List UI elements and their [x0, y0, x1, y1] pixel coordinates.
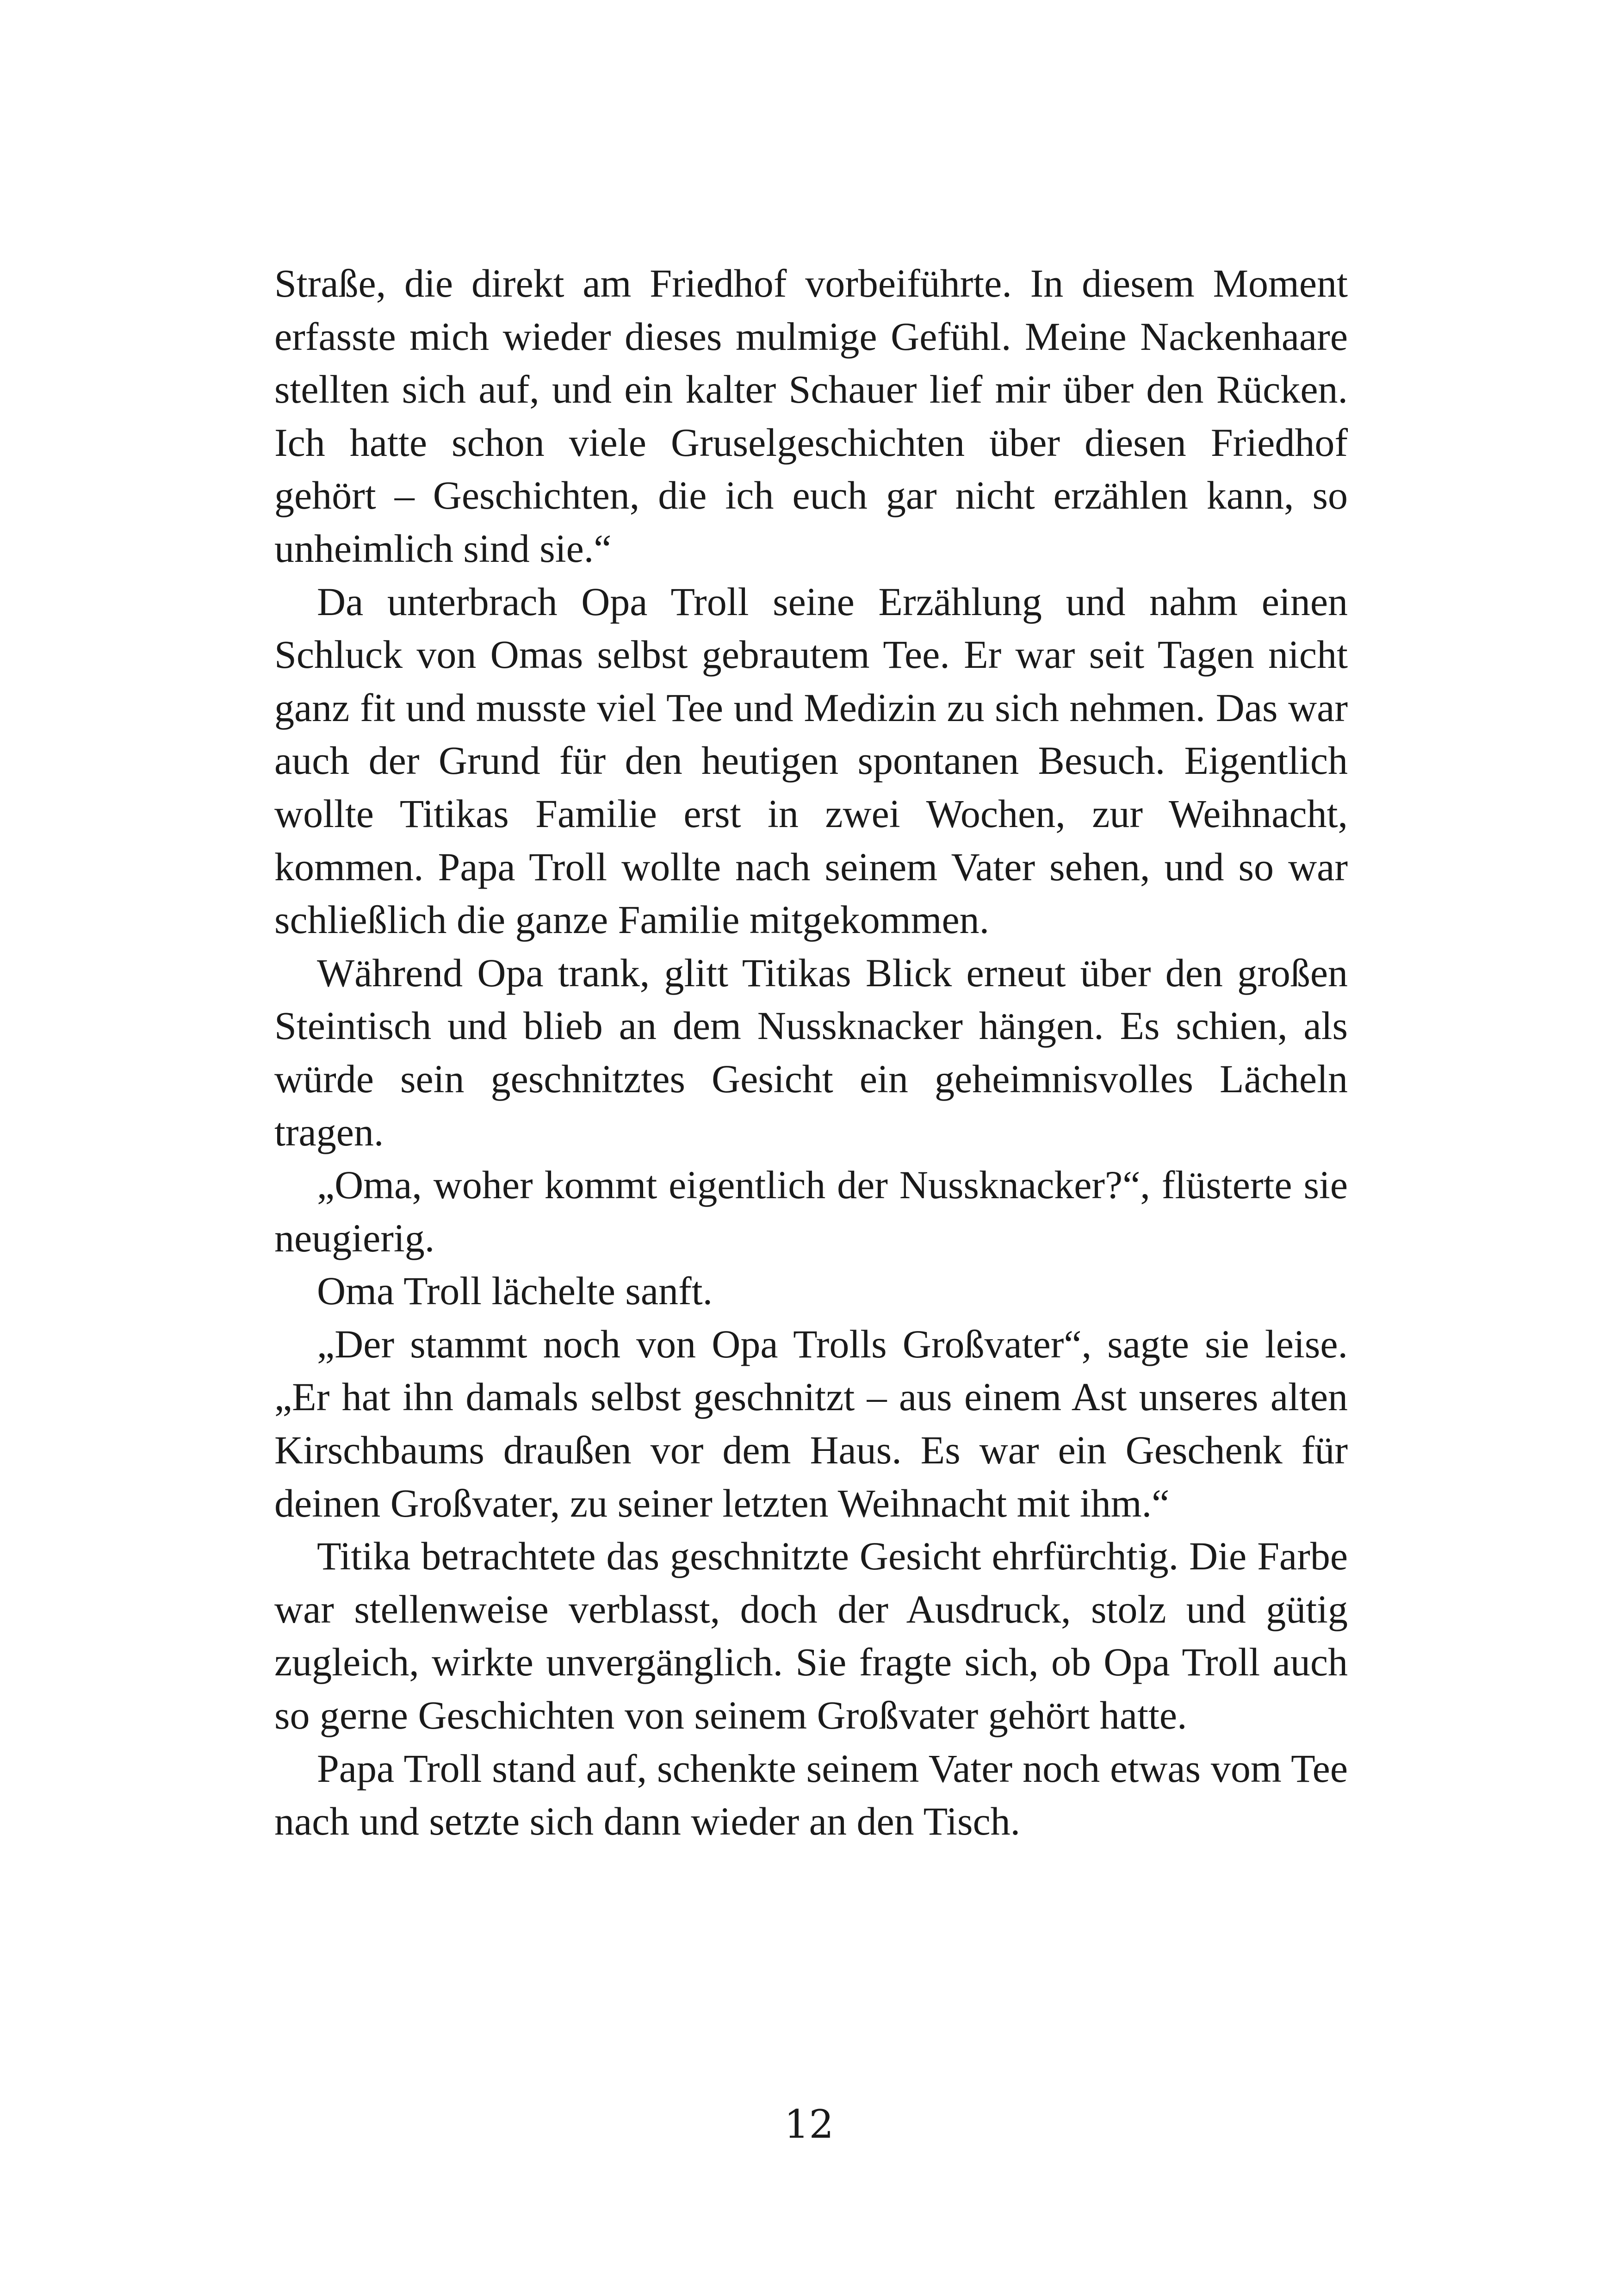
paragraph-2: Da unterbrach Opa Troll seine Erzählung und nahm einen Schluck von Omas selbst gebrautem Tee. Er war seit Tagen nicht ganz fit und musste viel Tee und Medizin zu sich nehmen. Das war auch der Grund für den heutigen spontanen Besuch. Eigentlich wollte Titikas Familie erst in zwei Wochen, zur Weihnacht, kommen. Papa Troll wollte nach seinem Vater sehen, und so war schließlich die ganze Familie mitgekommen. [274, 579, 1348, 942]
paragraph-3: Während Opa trank, glitt Titikas Blick erneut über den großen Steintisch und blieb an dem Nussknacker hängen. Es schien, als würde sein geschnitztes Gesicht ein geheimnisvolles Lächeln tragen. [274, 950, 1348, 1154]
paragraph-8: Papa Troll stand auf, schenkte seinem Vater noch etwas vom Tee nach und setzte sich dann wieder an den Tisch. [274, 1746, 1348, 1844]
page-number: 12 [784, 2102, 834, 2147]
paragraph-1: Straße, die direkt am Friedhof vorbeiführte. In diesem Moment erfasste mich wieder dieses mulmige Gefühl. Meine Nackenhaare stellten sich auf, und ein kalter Schauer lief mir über den Rücken. Ich hatte schon viele Gruselgeschichten über diesen Friedhof gehört – Geschichten, die ich euch gar nicht erzählen kann, so unheimlich sind sie.“ [274, 261, 1348, 571]
paragraph-6: „Der stammt noch von Opa Trolls Großvater“, sagte sie leise. „Er hat ihn damals selbst geschnitzt – aus einem Ast unseres alten Kirschbaums draußen vor dem Haus. Es war ein Geschenk für deinen Großvater, zu seiner letzten Weihnacht mit ihm.“ [274, 1321, 1348, 1525]
body-text [274, 257, 1348, 1848]
paragraph-5: Oma Troll lächelte sanft. [317, 1269, 713, 1313]
paragraph-7: Titika betrachtete das geschnitzte Gesicht ehrfürchtig. Die Farbe war stellenweise verblasst, doch der Ausdruck, stolz und gütig zugleich, wirkte unvergänglich. Sie fragte sich, ob Opa Troll auch so gerne Geschichten von seinem Großvater gehört hatte. [274, 1534, 1348, 1738]
paragraph-4: „Oma, woher kommt eigentlich der Nussknacker?“, flüsterte sie neugierig. [274, 1163, 1348, 1260]
